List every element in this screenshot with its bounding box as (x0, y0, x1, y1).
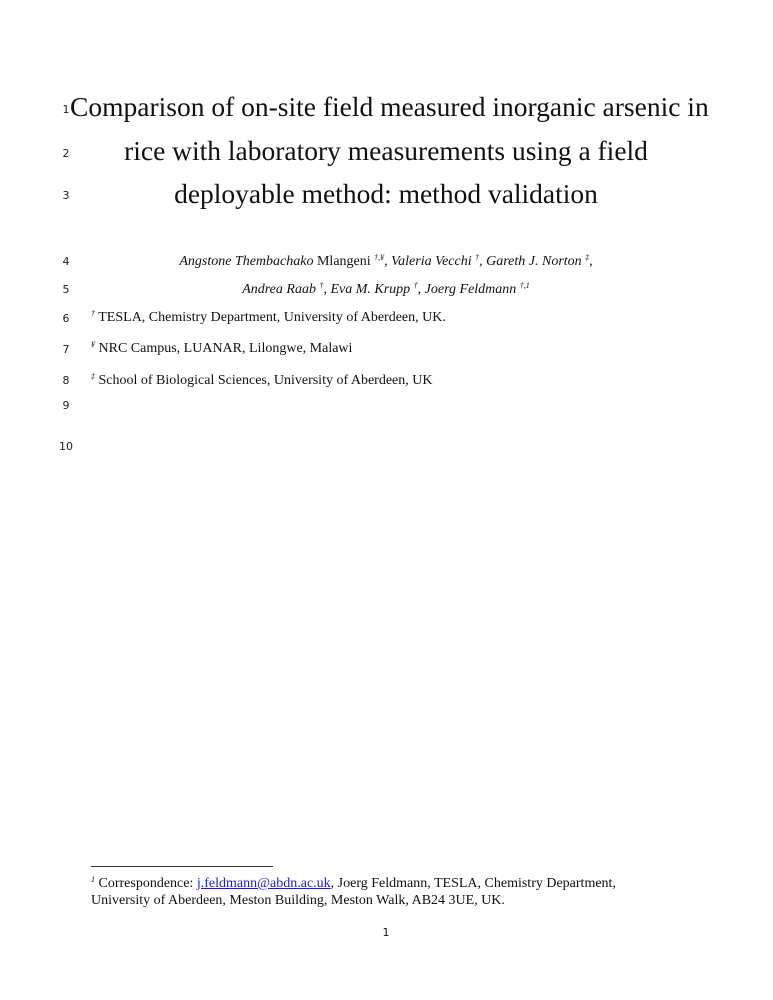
author: Valeria Vecchi (391, 254, 472, 269)
affiliation-mark: ¥ (91, 340, 95, 349)
line-number: 1 (62, 103, 70, 116)
footnote-rule (91, 866, 273, 867)
affiliation-mark: †,1 (519, 281, 530, 290)
author-family: Mlangeni (316, 254, 371, 269)
affiliation-mark: ‡ (91, 372, 95, 381)
line-number: 2 (62, 147, 70, 160)
affiliation-mark: ‡ (585, 253, 590, 262)
line-number: 9 (62, 399, 70, 412)
footnote-mark: 1 (91, 875, 95, 884)
affiliation (91, 340, 352, 357)
line-number: 6 (62, 312, 70, 325)
affiliation-mark: †,¥ (374, 253, 385, 262)
line-number: 5 (62, 283, 70, 296)
affiliation-mark: † (475, 253, 480, 262)
affiliation-text: TESLA, Chemistry Department, University of Aberdeen, UK. (98, 310, 446, 325)
author: Joerg Feldmann (424, 282, 517, 297)
affiliation-mark: † (319, 281, 324, 290)
author: Gareth J. Norton (486, 254, 582, 269)
affiliation-text: School of Biological Sciences, University of Aberdeen, UK (98, 373, 433, 388)
paper-title-line-2: rice with laboratory measurements using a field (124, 135, 648, 166)
line-number: 10 (59, 440, 73, 453)
line-number: 4 (62, 255, 70, 268)
author: Andrea Raab (242, 282, 316, 297)
author: Eva M. Krupp (330, 282, 411, 297)
affiliation (91, 309, 446, 326)
paper-title-line-1: Comparison of on-site field measured inorganic arsenic in (70, 91, 709, 122)
paper-title-line-3: deployable method: method validation (174, 178, 598, 209)
footnote-line-1 (91, 875, 616, 892)
affiliation-text: NRC Campus, LUANAR, Lilongwe, Malawi (98, 341, 353, 356)
page-number: 1 (382, 926, 390, 939)
author-line-1: Angstone Thembachako Mlangeni †,¥, Valeria Vecchi †, Gareth J. Norton ‡, (179, 253, 593, 269)
author-line-2: Andrea Raab †, Eva M. Krupp †, Joerg Feldmann $^{\dagger,1}$ (242, 281, 530, 297)
affiliation-mark: † (91, 309, 95, 318)
footnote-line-2: University of Aberdeen, Meston Building, Meston Walk, AB24 3UE, UK. (91, 893, 505, 908)
line-number: 8 (62, 374, 70, 387)
footnote-prefix: Correspondence: (98, 876, 197, 891)
footnote-text: , Joerg Feldmann, TESLA, Chemistry Department, (330, 876, 616, 891)
affiliation-mark: † (413, 281, 418, 290)
line-number: 3 (62, 189, 70, 202)
line-number: 7 (62, 343, 70, 356)
author-given: Angstone Thembachako (179, 254, 314, 269)
affiliation (91, 372, 432, 389)
email-link[interactable]: j.feldmann@abdn.ac.uk (196, 876, 331, 891)
